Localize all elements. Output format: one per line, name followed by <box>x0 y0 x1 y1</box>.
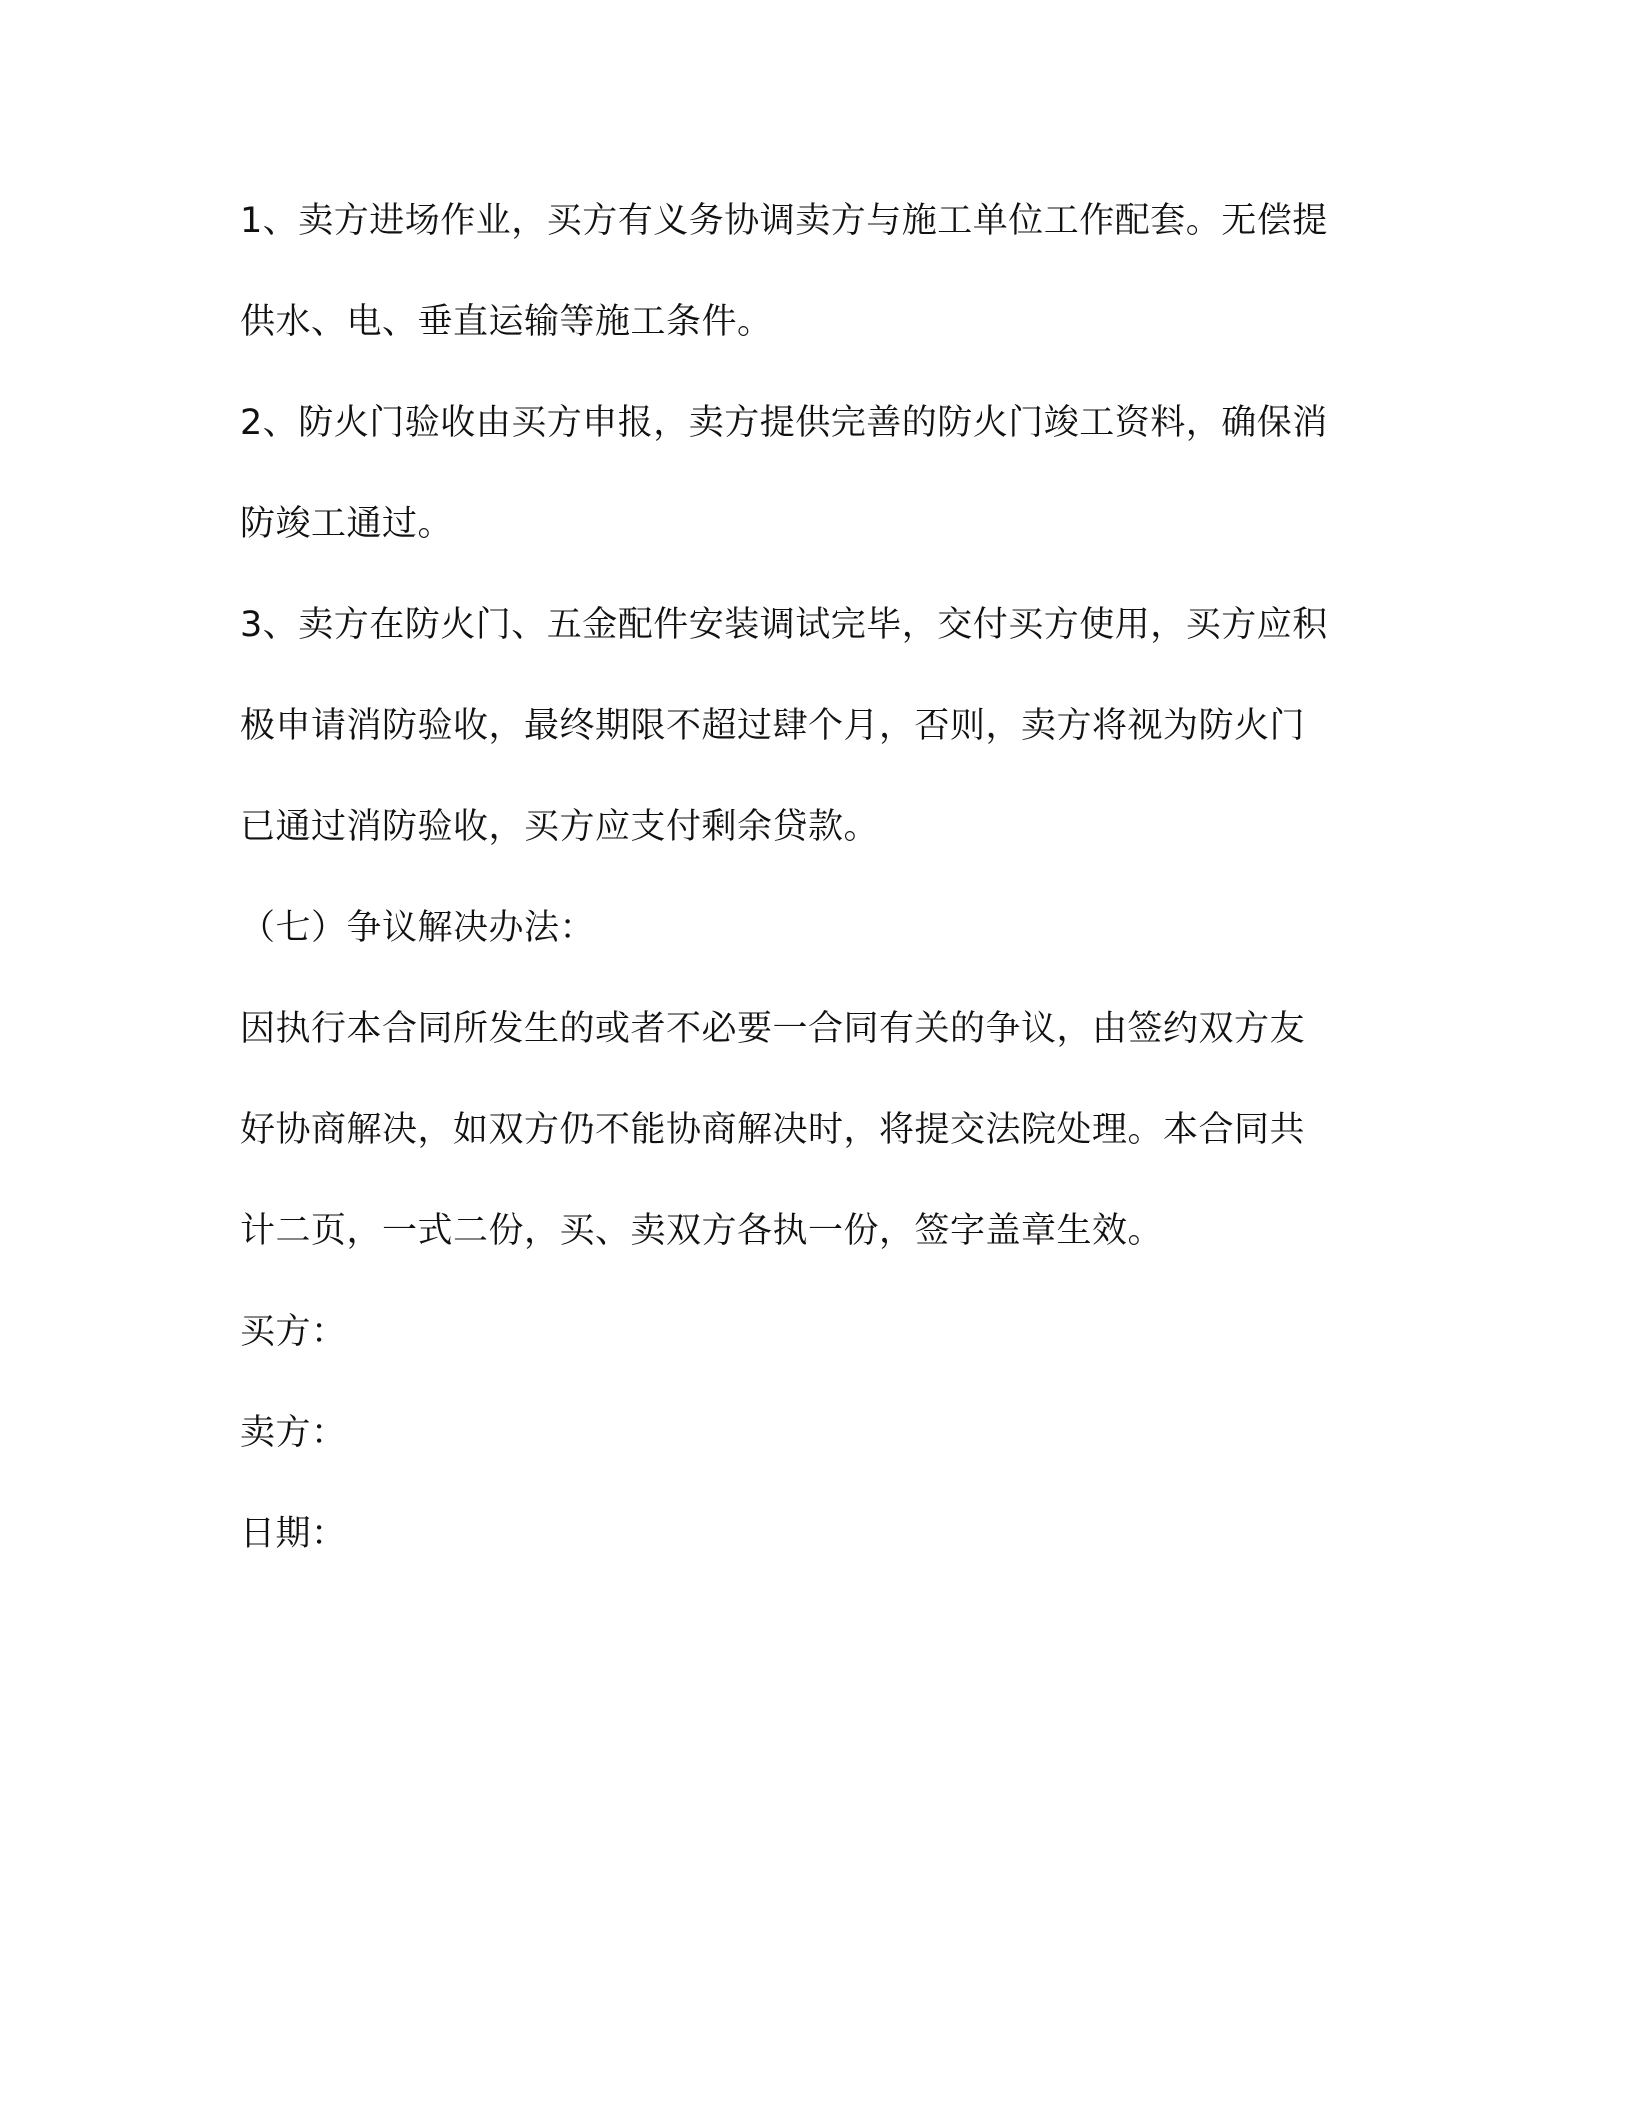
clause-3 <box>240 594 1410 897</box>
clause-2-line-1: 2、防火门验收由买方申报，卖方提供完善的防火门竣工资料，确保消 <box>240 403 1328 443</box>
document-body <box>240 190 1410 1604</box>
seller-signature-label: 卖方： <box>240 1413 347 1453</box>
buyer-signature-label: 买方： <box>240 1312 347 1352</box>
clause-2 <box>240 392 1410 594</box>
clause-1-line-1: 1、卖方进场作业，买方有义务协调卖方与施工单位工作配套。无偿提 <box>240 201 1328 241</box>
clause-1-line-2: 供水、电、垂直运输等施工条件。 <box>240 302 773 342</box>
dispute-paragraph <box>240 998 1410 1301</box>
dispute-line-2: 好协商解决，如双方仍不能协商解决时，将提交法院处理。本合同共 <box>240 1110 1306 1150</box>
dispute-line-3: 计二页，一式二份，买、卖双方各执一份，签字盖章生效。 <box>240 1211 1164 1251</box>
clause-2-line-2: 防竣工通过。 <box>240 504 454 544</box>
clause-3-line-2: 极申请消防验收，最终期限不超过肆个月，否则，卖方将视为防火门 <box>240 706 1306 746</box>
clause-1 <box>240 190 1410 392</box>
section-heading-dispute: （七）争议解决办法： <box>240 908 596 948</box>
signature-block <box>240 1301 1410 1604</box>
clause-3-line-3: 已通过消防验收，买方应支付剩余贷款。 <box>240 807 880 847</box>
date-label: 日期： <box>240 1514 347 1554</box>
clause-3-line-1: 3、卖方在防火门、五金配件安装调试完毕，交付买方使用，买方应积 <box>240 605 1328 645</box>
dispute-line-1: 因执行本合同所发生的或者不必要一合同有关的争议，由签约双方友 <box>240 1009 1306 1049</box>
